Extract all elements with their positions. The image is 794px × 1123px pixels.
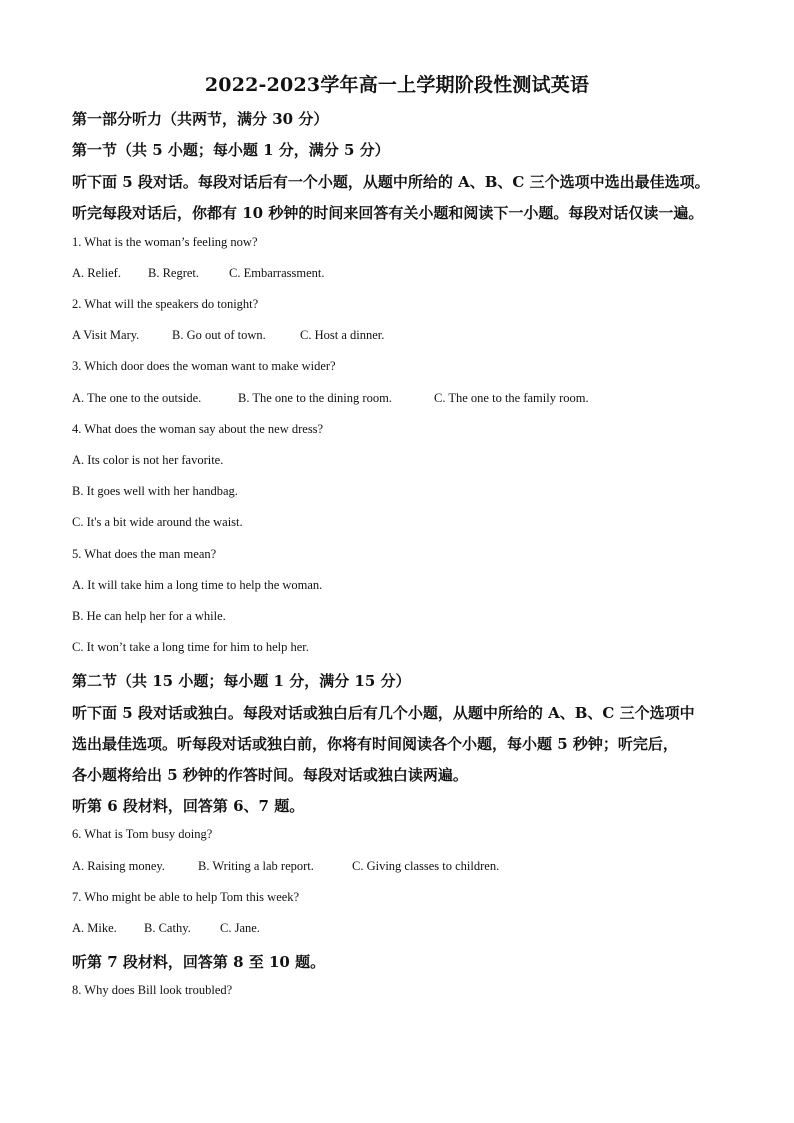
question-options: [72, 391, 589, 406]
instruction-text: 选出最佳选项。听每段对话或独白前，你将有时间阅读各个小题，每小题 5 秒钟；听完后，: [72, 735, 678, 753]
option-b: B. It goes well with her handbag.: [72, 484, 238, 498]
question-options: [72, 921, 260, 936]
option-a: A. Relief.: [72, 266, 121, 280]
question-text: 6. What is Tom busy doing?: [72, 827, 213, 841]
question-text: 8. Why does Bill look troubled?: [72, 983, 233, 997]
question-options: [72, 859, 499, 874]
material-heading: 听第 7 段材料，回答第 8 至 10 题。: [72, 953, 326, 971]
instruction-text: 各小题将给出 5 秒钟的作答时间。每段对话或独白读两遍。: [72, 766, 468, 784]
question-options: [72, 266, 324, 281]
option-a: A. The one to the outside.: [72, 391, 202, 405]
option-b: B. Cathy.: [144, 921, 191, 935]
option-b: B. Go out of town.: [172, 328, 266, 342]
option-b: B. The one to the dining room.: [238, 391, 392, 405]
material-heading: 听第 6 段材料，回答第 6、7 题。: [72, 797, 305, 815]
section-heading: 第一节（共 5 小题；每小题 1 分，满分 5 分）: [72, 141, 390, 159]
page-title: 2022-2023学年高一上学期阶段性测试英语: [204, 74, 590, 96]
section-heading: 第二节（共 15 小题；每小题 1 分，满分 15 分）: [72, 672, 411, 690]
option-a: A Visit Mary.: [72, 328, 140, 342]
option-c: C. It won’t take a long time for him to help her.: [72, 640, 309, 654]
option-c: C. Embarrassment.: [229, 266, 325, 280]
question-text: 2. What will the speakers do tonight?: [72, 297, 259, 311]
question-text: 4. What does the woman say about the new dress?: [72, 422, 324, 436]
option-b: B. Regret.: [148, 266, 200, 280]
option-a: A. Mike.: [72, 921, 117, 935]
instruction-text: 听完每段对话后，你都有 10 秒钟的时间来回答有关小题和阅读下一小题。每段对话仅读一遍。: [72, 204, 704, 222]
option-a: A. It will take him a long time to help the woman.: [72, 578, 323, 592]
instruction-text: 听下面 5 段对话。每段对话后有一个小题，从题中所给的 A、B、C 三个选项中选出最佳选项。: [72, 173, 710, 191]
option-c: C. Host a dinner.: [300, 328, 385, 342]
question-options: [72, 328, 384, 343]
option-b: B. Writing a lab report.: [198, 859, 314, 873]
question-text: 1. What is the woman’s feeling now?: [72, 235, 258, 249]
option-b: B. He can help her for a while.: [72, 609, 226, 623]
part-heading: 第一部分听力（共两节，满分 30 分）: [72, 110, 329, 128]
question-text: 7. Who might be able to help Tom this week?: [72, 890, 300, 904]
option-c: C. Giving classes to children.: [352, 859, 500, 873]
instruction-text: 听下面 5 段对话或独白。每段对话或独白后有几个小题，从题中所给的 A、B、C 三个选项中: [72, 704, 695, 722]
question-text: 3. Which door does the woman want to make wider?: [72, 359, 336, 373]
option-c: C. It's a bit wide around the waist.: [72, 515, 243, 529]
question-text: 5. What does the man mean?: [72, 547, 217, 561]
option-c: C. Jane.: [220, 921, 260, 935]
option-a: A. Its color is not her favorite.: [72, 453, 224, 467]
option-a: A. Raising money.: [72, 859, 165, 873]
option-c: C. The one to the family room.: [434, 391, 589, 405]
